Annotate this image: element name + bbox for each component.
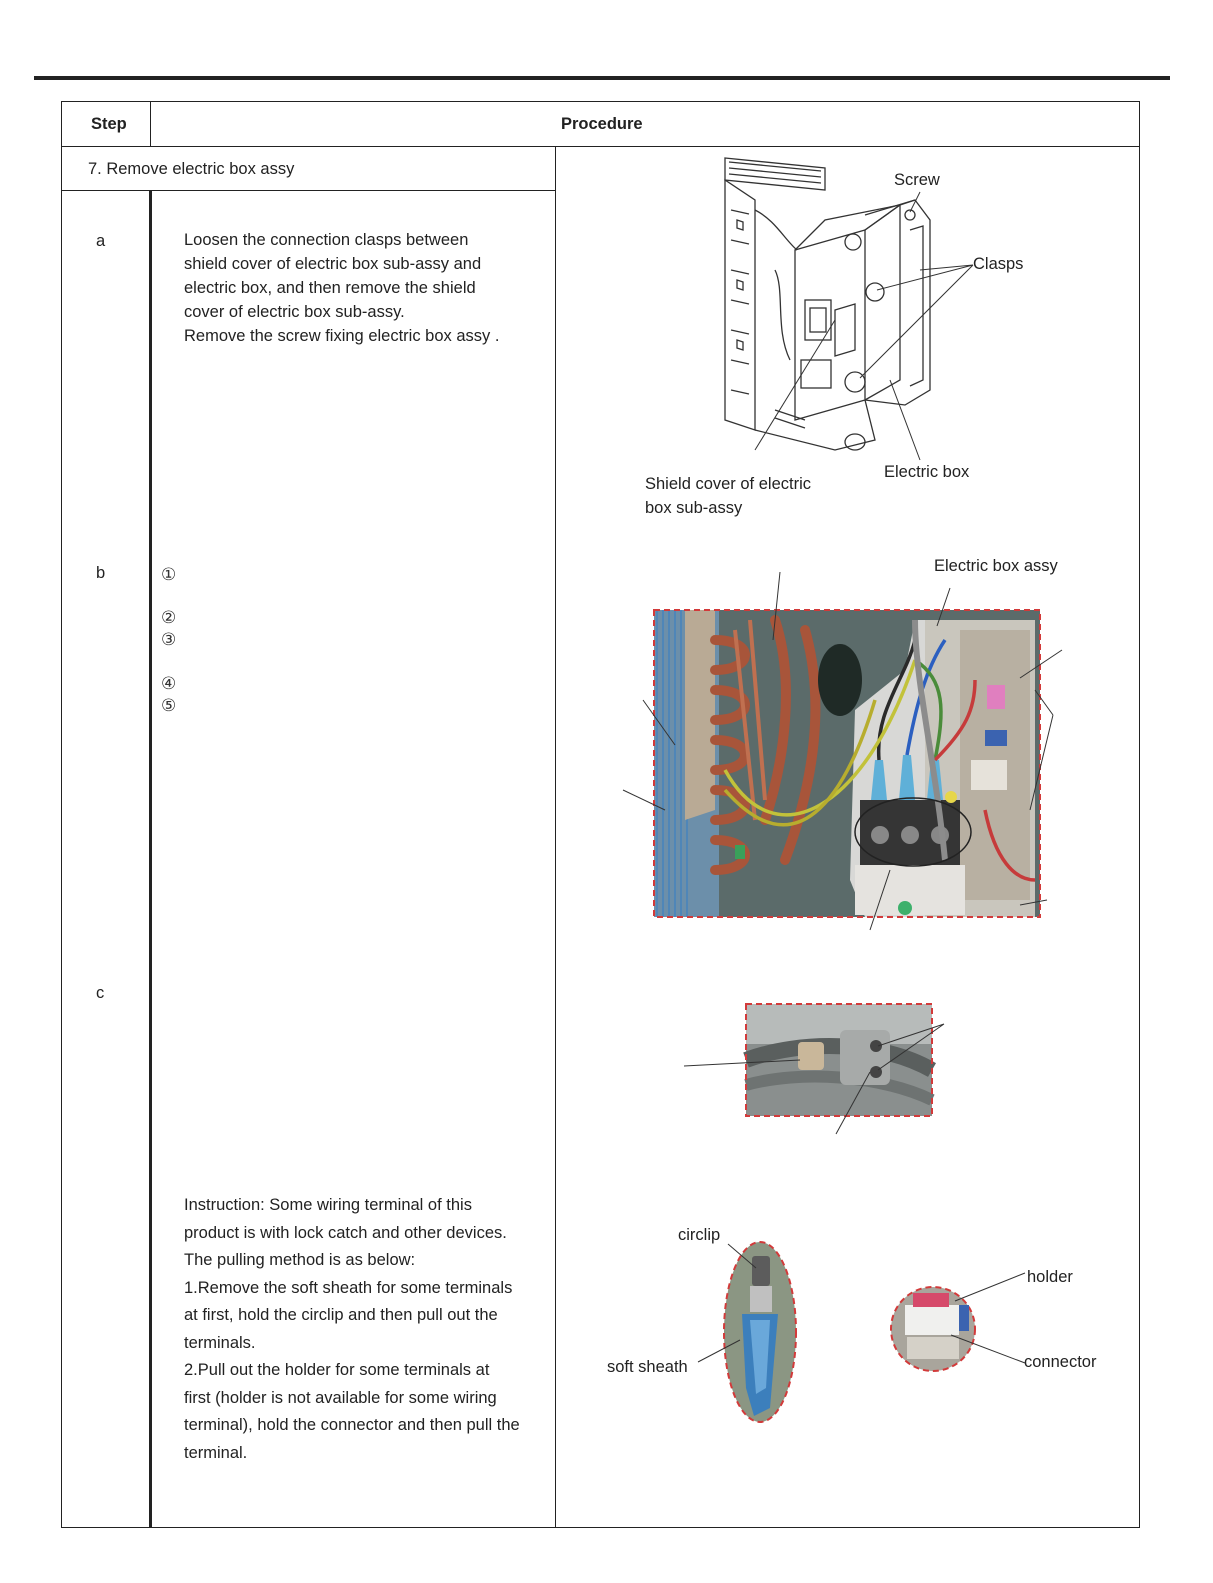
electric-box-photo: [615, 560, 1055, 935]
header-procedure: Procedure: [561, 115, 643, 133]
step-column-divider: [149, 190, 152, 1528]
step-a-line-4: cover of electric box sub-assy.: [184, 303, 405, 321]
label-electric-box: Electric box: [884, 463, 970, 481]
marker-3: ③: [161, 630, 177, 650]
text-figure-divider: [555, 146, 556, 1528]
marker-4: ④: [161, 674, 177, 694]
holder-connector-photo: [885, 1265, 1030, 1380]
cable-clip-photo: [680, 1000, 950, 1140]
marker-5: ⑤: [161, 696, 177, 716]
label-soft-sheath: soft sheath: [607, 1358, 688, 1376]
label-holder: holder: [1027, 1268, 1073, 1286]
marker-1: ①: [161, 565, 177, 585]
step-a-line-5: Remove the screw fixing electric box assy .: [184, 327, 500, 345]
label-connector: connector: [1024, 1353, 1097, 1371]
instruction-line-5: at first, hold the circlip and then pull out the: [184, 1306, 498, 1324]
label-screw: Screw: [894, 171, 940, 189]
step-label-c: c: [96, 984, 105, 1002]
soft-sheath-leader: [590, 1320, 750, 1380]
step-label-a: a: [96, 232, 106, 250]
section-divider: [61, 190, 555, 191]
header-divider: [61, 146, 1140, 147]
instruction-line-1: Instruction: Some wiring terminal of this: [184, 1196, 472, 1214]
section-title: 7. Remove electric box assy: [88, 160, 295, 178]
label-shield-cover-2: box sub-assy: [645, 499, 743, 517]
instruction-line-10: terminal.: [184, 1443, 248, 1462]
step-a-line-2: shield cover of electric box sub-assy and: [184, 255, 482, 273]
label-shield-cover-1: Shield cover of electric: [645, 475, 811, 493]
header-step: Step: [91, 115, 127, 133]
step-a-line-1: Loosen the connection clasps between: [184, 231, 469, 249]
header-column-divider: [150, 101, 151, 146]
electric-box-drawing: [715, 150, 975, 460]
instruction-line-2: product is with lock catch and other devices.: [184, 1223, 507, 1242]
step-label-b: b: [96, 564, 106, 582]
instruction-text: [184, 1192, 554, 1467]
instruction-line-9: terminal), hold the connector and then pull the: [184, 1416, 520, 1434]
marker-2: ②: [161, 608, 177, 628]
instruction-line-3: The pulling method is as below:: [184, 1251, 416, 1269]
instruction-line-8: first (holder is not available for some wiring: [184, 1388, 497, 1407]
step-a-line-3: electric box, and then remove the shield: [184, 279, 476, 297]
instruction-line-7: 2.Pull out the holder for some terminals at: [184, 1361, 490, 1379]
instruction-line-4: 1.Remove the soft sheath for some terminals: [184, 1278, 513, 1297]
label-electric-box-assy: Electric box assy: [934, 557, 1058, 575]
label-circlip: circlip: [678, 1226, 721, 1244]
label-clasps: Clasps: [973, 255, 1024, 273]
top-rule: [34, 76, 1170, 80]
instruction-line-6: terminals.: [184, 1333, 256, 1352]
